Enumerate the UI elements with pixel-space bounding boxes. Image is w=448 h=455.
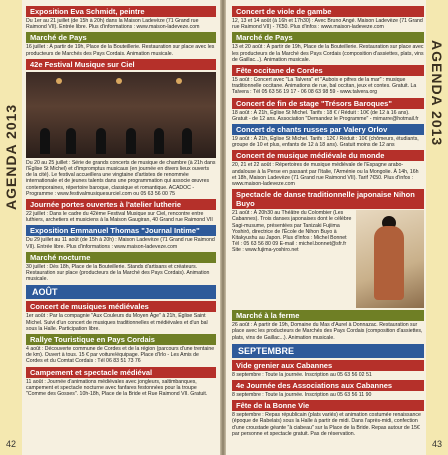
event-header: Campement et spectacle médiéval xyxy=(26,367,216,378)
event-text: 1er août : Par la compagnie "Aux Couleurs du Moyen Âge" à 21h, Église Saint Michel. Suivi d'un concert de musiques traditionnelles et médiévales et d'un bal sous la Halle. Participation libre. xyxy=(26,313,208,332)
left-page xyxy=(0,0,220,455)
event-header: Concert de musiques médiévales xyxy=(26,301,216,312)
event-text: 11 août : Journée d'animations médiévales avec jongleurs, saltimbanques, campement et spectacle nocturne avec fanfares festonnées pour la troupe "Comme des Gosses". 10h-18h, Place de la Bride et Rue Raimond VII. Gratuit. xyxy=(26,378,208,398)
musician-figure xyxy=(154,128,164,154)
concert-photo xyxy=(26,72,216,158)
event-header: 42e Festival Musique sur Ciel xyxy=(26,59,216,70)
event-header: Fête occitane de Cordes xyxy=(232,65,424,76)
stage-light xyxy=(56,78,62,84)
dance-event xyxy=(232,210,424,308)
musician-figure xyxy=(96,128,106,154)
event-header: Rallye Touristique en Pays Cordais xyxy=(26,334,216,345)
event-text: 12, 13 et 14 août (à 16h et 17h30) : Avec Bruno Angé. Maison Ladevèze (71 Grand rue Raimond VII) - 7€50. Plus d'infos : www.maison-ladeveze.com xyxy=(232,18,423,31)
right-agenda-strip xyxy=(426,0,448,455)
right-column xyxy=(232,4,424,438)
event-header: Exposition Emmanuel Thomas "Journal Intime" xyxy=(26,225,216,236)
event-header: Exposition Eva Schmidt, peintre xyxy=(26,6,216,17)
event-header: Concert de chants russes par Valery Orlov xyxy=(232,124,424,135)
right-strip-title: AGENDA 2013 xyxy=(429,40,445,147)
left-agenda-strip xyxy=(0,0,22,455)
event-header: Concert de viole de gambe xyxy=(232,6,424,17)
event-header: Vide grenier aux Cabannes xyxy=(232,360,424,371)
event-text: 8 septembre : Toute la journée. Inscription au 05 63 56 11 90 xyxy=(232,392,372,399)
month-section-header: AOÛT xyxy=(26,285,216,299)
musician-figure xyxy=(182,128,192,154)
event-text: 19 août : À 21h, Église St Michel. Tarifs : 12€ / Réduit : 10€ (chômeurs, étudiants, groupe de 10 et plus, enfants de 12 à 18 ans). Gratuit moins de 12 ans xyxy=(232,136,419,149)
musician-figure xyxy=(126,128,136,154)
left-strip-title: AGENDA 2013 xyxy=(3,103,19,210)
event-text: 16 juillet : À partir de 19h, Place de la Bouteillerie. Restauration sur place avec les producteurs de Marchés des Pays Cordais. Animation musicale. xyxy=(26,44,215,57)
event-text: 8 septembre : Repas républicain (plats variés) et animation costumée renaissance (époque de Rabelais) sous la Halle à partir de midi. Dans l'après-midi, confection d'une croustade géante "à ciabeau" sur la Place de la Bride. Repas autour de 15€ par personne et spectacle gratuit. Pas de réservation. xyxy=(232,412,421,437)
dancer-kimono xyxy=(374,226,404,300)
left-page-number: 42 xyxy=(6,439,17,449)
dancer-photo xyxy=(356,210,424,308)
event-text: Du 1er au 21 juillet (de 15h à 20h) dans la Maison Ladevèze (71 Grand rue Raimond VII). Entrée libre. Plus d'informations : www.maison-ladeveze.com xyxy=(26,18,200,31)
event-header: Concert de fin de stage "Trésors Baroques" xyxy=(232,98,424,109)
event-text: 21 août : À 20h30 au Théâtre du Colombier (Les Cabannes). Trois danses japonaises dont le célèbre Sagi-musume, présentées par Tanizaki Fujiima Yoshirō, directrice de l'École de Nihon Buyo à Kitakyushu au Japon. Plus d'infos : Michel Bonnet Tél : 05 63 56 80 09 E-mail : michel.bonnet@sfr.fr Site : www.fujima-yoshiro.net xyxy=(232,210,352,254)
stage-light xyxy=(176,78,182,84)
right-page-number: 43 xyxy=(431,439,442,449)
event-header: Spectacle de danse traditionnelle japonaise Nihon Buyo xyxy=(232,189,424,209)
month-section-header: SEPTEMBRE xyxy=(232,344,424,358)
event-header: Concert de musique médiévale du monde xyxy=(232,150,424,161)
event-text: 26 août : À partir de 19h, Domaine du Mas d'Aurel à Donnazac. Restauration sur place avec les producteurs de Marchés des Pays Cordais (composition d'assiettes, plats, vins de Gaillac...). Animation musicale. xyxy=(232,322,423,341)
event-text: 4 août : Découverte commune de Cordes et de la région (parcours d'une trentaine de km). Ouvert à tous. 15 € par voiture/équipage. Place d'Irlo - Les Amis de Cordes et du Comtat Cordais : Tél 06 83 51 73 76 xyxy=(26,346,215,365)
event-header: Marché de Pays xyxy=(232,32,424,43)
event-header: Marché à la ferme xyxy=(232,310,424,321)
event-header: Fête de la Bonne Vie xyxy=(232,400,424,411)
event-header: Marché de Pays xyxy=(26,32,216,43)
right-page xyxy=(226,0,448,455)
event-text: Du 29 juillet au 11 août (de 15h à 20h) : Maison Ladevèze (71 Grand rue Raimond VII). Entrée libre. Plus d'informations : www.maison-ladeveze.com xyxy=(26,237,215,250)
event-text: 30 juillet : Dès 18h, Place de la Bouteillerie. Stands d'artisans et créateurs. Restauration sur place (producteurs de la Marché des Pays Cordais). Animation musicale. xyxy=(26,263,210,283)
musician-figure xyxy=(40,128,50,154)
event-header: 4e Journée des Associations aux Cabannes xyxy=(232,380,424,391)
event-text: 22 juillet : Dans le cadre du 42ème Festival Musique sur Ciel, rencontre entre luthiers, archetiers et musiciens à la Maison Gaugiran, 40 Grand rue Raimond VII xyxy=(26,211,213,224)
stage-light xyxy=(116,78,122,84)
musician-figure xyxy=(66,128,76,154)
event-text: 15 août : Concert avec "La Talvera" et "Aubois e pifres de la mar" : musique traditionnelle occitane. Animations de rue, bal occitan, jeux et contes. Gratuit. La Talvera : Tél 05 63 56 19 17 - 06 08 63 98 59 - www.talvera.org xyxy=(232,77,417,96)
event-text: 20, 21 et 22 août : Répertoires de musique médiévale de l'Espagne arabo-andalouse à la Perse en passant par l'Italie, l'Arménie ou la Mongolie. À 14h, 16h et 18h, Maison Ladevèze (71 Grand rue Raimond VII). Tarif 7€50. Plus d'infos : www.maison-ladeveze.com xyxy=(232,162,419,188)
event-text: 8 septembre : Toute la journée. Inscription au 05 63 56 02 51 xyxy=(232,371,372,378)
event-header: Marché nocturne xyxy=(26,252,216,263)
event-header: Journée portes ouvertes à l'atelier lutherie xyxy=(26,199,216,210)
event-text: 13 et 20 août : À partir de 19h, Place de la Bouteillerie. Restauration sur place avec les producteurs de la Marché des Pays Cordais (composition d'assiettes, plats, vins de Gaillac...). Animation musicale. xyxy=(232,44,424,63)
event-text: Du 20 au 25 juillet : Série de grands concerts de musique de chambre (à 21h dans l'Église St Michel) et d'impromptus musicaux (en journée en divers lieux ouverts de la cité). Le festival accueillera une vingtaine d'artistes de renommée internationale et de jeunes talents dans une programmation qui associe œuvres contemporaines, répertoire baroque, classique et romantique. ACADOC - Programme : www.festivalmusiquesurciel.com ou 05 63 56 00 75 xyxy=(26,159,216,197)
left-column xyxy=(26,4,216,398)
event-text: 18 août : À 21h, Église St Michel. Tarifs : 18 € / Réduit : 10€ (de 12 à 16 ans). Gratuit - de 12 ans. Association "Demandez le Programme" - mimarre@hotmail.fr xyxy=(232,109,419,122)
